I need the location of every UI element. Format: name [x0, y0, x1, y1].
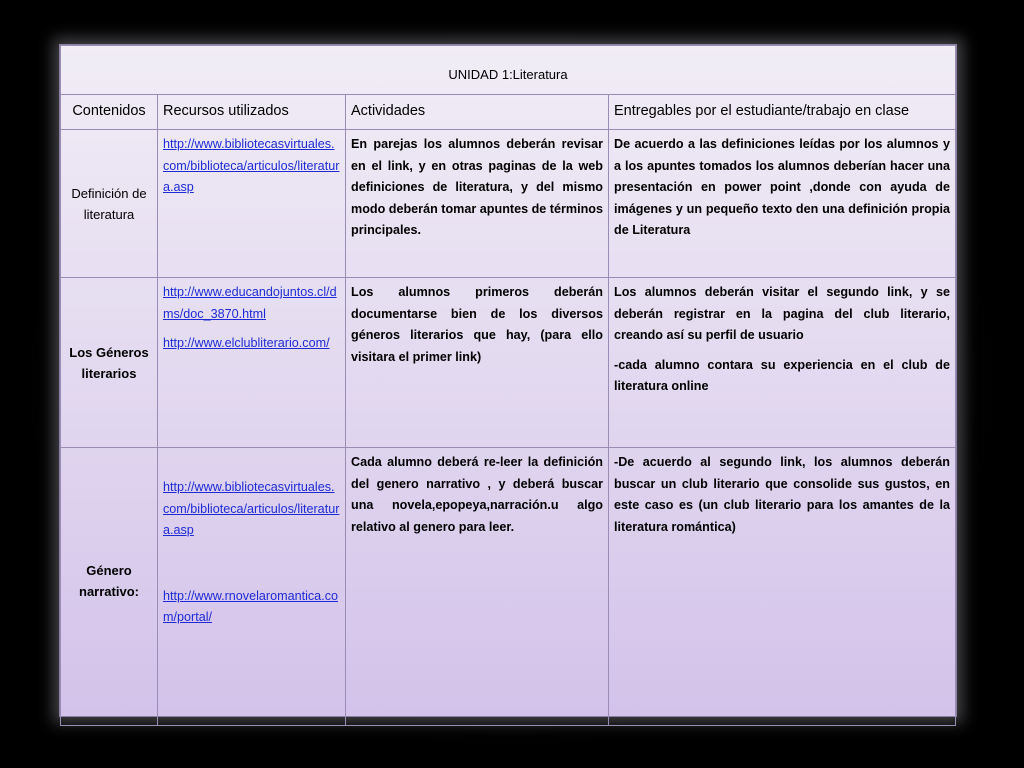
table-header-row	[61, 95, 956, 130]
contenido-label: Género narrativo:	[79, 562, 139, 599]
entregables-cell	[609, 448, 956, 726]
actividad-cell: En parejas los alumnos deberán revisar en el link, y en otras paginas de la web definiciones de literatura, y del mismo modo deberán tomar apuntes de términos principales.	[346, 130, 609, 278]
entregable-text: De acuerdo a las definiciones leídas por los alumnos y a los apuntes tomados los alumnos deberían hacer una presentación en power point ,donde con ayuda de imágenes y un pequeño texto den una definición propia de Literatura	[614, 137, 950, 237]
resource-link[interactable]: http://www.educandojuntos.cl/dms/doc_3870.html	[163, 285, 337, 321]
header-contenidos: Contenidos	[61, 95, 158, 130]
table-row	[61, 130, 956, 278]
entregable-text: -cada alumno contara su experiencia en el club de literatura online	[614, 357, 950, 393]
table-title: UNIDAD 1:Literatura	[61, 46, 956, 95]
recursos-cell	[158, 278, 346, 448]
resource-link[interactable]: http://www.bibliotecasvirtuales.com/biblioteca/articulos/literatura.asp	[163, 480, 340, 537]
entregables-cell	[609, 278, 956, 448]
recursos-cell	[158, 448, 346, 726]
resource-link[interactable]: http://www.elclubliterario.com/	[163, 336, 330, 350]
header-recursos: Recursos utilizados	[158, 95, 346, 130]
actividad-cell: Los alumnos primeros deberán documentarse bien de los diversos géneros literarios que hay, (para ello visitara el primer link)	[346, 278, 609, 448]
header-entregables: Entregables por el estudiante/trabajo en clase	[609, 95, 956, 130]
recursos-cell	[158, 130, 346, 278]
resource-link[interactable]: http://www.bibliotecasvirtuales.com/biblioteca/articulos/literatura.asp	[163, 137, 340, 194]
entregable-text: -De acuerdo al segundo link, los alumnos deberán buscar un club literario que consolide sus gustos, en este caso es (un club literario para los amantes de la literatura romántica)	[614, 455, 950, 534]
header-actividades: Actividades	[346, 95, 609, 130]
unit-plan-table	[60, 45, 956, 726]
unit-plan-table-panel	[59, 44, 957, 717]
contenido-cell	[61, 448, 158, 726]
contenido-cell: Definición de literatura	[61, 130, 158, 278]
contenido-cell: Los Géneros literarios	[61, 278, 158, 448]
entregables-cell	[609, 130, 956, 278]
table-title-row	[61, 46, 956, 95]
entregable-text: Los alumnos deberán visitar el segundo link, y se deberán registrar en la pagina del club literario, creando así su perfil de usuario	[614, 285, 950, 342]
actividad-cell: Cada alumno deberá re-leer la definición del genero narrativo , y deberá buscar una novela,epopeya,narración.u algo relativo al genero para leer.	[346, 448, 609, 726]
table-row	[61, 448, 956, 726]
resource-link[interactable]: http://www.rnovelaromantica.com/portal/	[163, 588, 338, 624]
table-row	[61, 278, 956, 448]
